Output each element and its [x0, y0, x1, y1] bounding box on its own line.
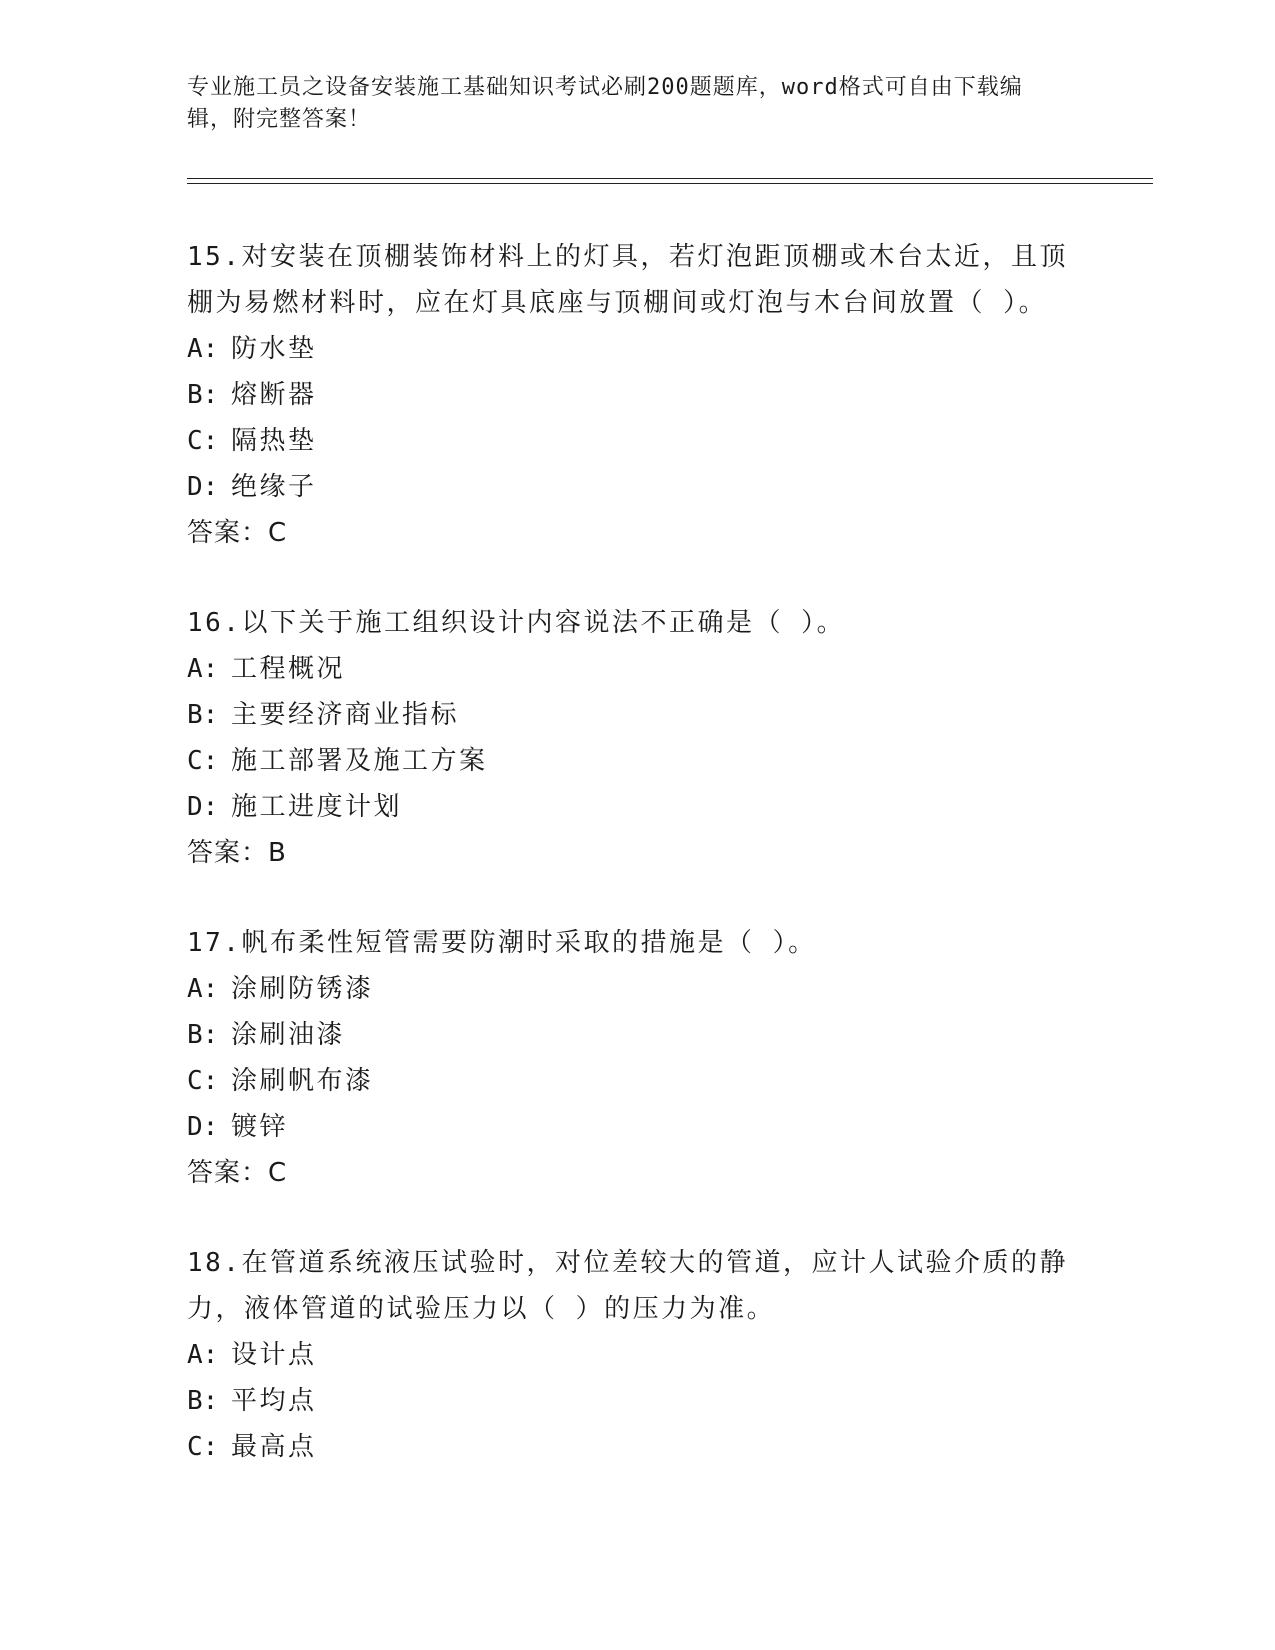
option-text: 涂刷油漆 — [231, 1020, 346, 1050]
option-text: 隔热垫 — [231, 426, 317, 456]
option-key: D: — [187, 792, 219, 822]
answer-line: 答案：C — [187, 1158, 288, 1188]
document-header — [187, 72, 1067, 136]
option-a — [187, 326, 1087, 372]
option-key: B: — [187, 1020, 219, 1050]
option-key: C: — [187, 746, 219, 776]
option-key: A: — [187, 654, 219, 684]
option-b — [187, 1378, 1087, 1424]
question-17 — [187, 920, 1087, 1196]
question-stem: 17.帆布柔性短管需要防潮时采取的措施是（ ）。 — [187, 928, 817, 958]
question-16 — [187, 600, 1087, 876]
option-key: A: — [187, 1340, 219, 1370]
option-c — [187, 738, 1087, 784]
question-stem: 18.在管道系统液压试验时，对位差较大的管道，应计人试验介质的静力，液体管道的试验压力以（ ）的压力为准。 — [187, 1248, 1068, 1324]
option-b — [187, 692, 1087, 738]
option-key: D: — [187, 472, 219, 502]
option-b — [187, 372, 1087, 418]
option-key: C: — [187, 426, 219, 456]
option-text: 平均点 — [231, 1386, 317, 1416]
option-d — [187, 464, 1087, 510]
option-text: 防水垫 — [231, 334, 317, 364]
option-text: 施工部署及施工方案 — [231, 746, 488, 776]
header-divider-bottom — [187, 183, 1153, 184]
option-text: 镀锌 — [231, 1112, 289, 1142]
option-text: 最高点 — [231, 1432, 317, 1462]
question-18 — [187, 1240, 1087, 1470]
option-a — [187, 966, 1087, 1012]
option-text: 涂刷帆布漆 — [231, 1066, 374, 1096]
option-text: 设计点 — [231, 1340, 317, 1370]
option-a — [187, 646, 1087, 692]
option-key: C: — [187, 1432, 219, 1462]
header-title: 专业施工员之设备安装施工基础知识考试必刷200题题库，word格式可自由下载编辑，附完整答案！ — [187, 75, 1023, 132]
question-15 — [187, 234, 1087, 556]
option-key: B: — [187, 700, 219, 730]
option-text: 工程概况 — [231, 654, 346, 684]
option-text: 主要经济商业指标 — [231, 700, 460, 730]
option-a — [187, 1332, 1087, 1378]
option-key: B: — [187, 1386, 219, 1416]
option-key: A: — [187, 334, 219, 364]
option-text: 熔断器 — [231, 380, 317, 410]
option-c — [187, 1058, 1087, 1104]
option-text: 施工进度计划 — [231, 792, 403, 822]
option-key: D: — [187, 1112, 219, 1142]
answer-line: 答案：C — [187, 518, 288, 548]
question-stem: 15.对安装在顶棚装饰材料上的灯具，若灯泡距顶棚或木台太近，且顶棚为易燃材料时，应在灯具底座与顶棚间或灯泡与木台间放置（ ）。 — [187, 242, 1068, 318]
option-d — [187, 1104, 1087, 1150]
option-c — [187, 1424, 1087, 1470]
option-d — [187, 784, 1087, 830]
option-key: C: — [187, 1066, 219, 1096]
answer-line: 答案：B — [187, 838, 287, 868]
option-c — [187, 418, 1087, 464]
question-stem: 16.以下关于施工组织设计内容说法不正确是（ ）。 — [187, 608, 846, 638]
option-text: 绝缘子 — [231, 472, 317, 502]
option-b — [187, 1012, 1087, 1058]
option-key: B: — [187, 380, 219, 410]
header-divider-top — [187, 178, 1153, 179]
option-text: 涂刷防锈漆 — [231, 974, 374, 1004]
option-key: A: — [187, 974, 219, 1004]
